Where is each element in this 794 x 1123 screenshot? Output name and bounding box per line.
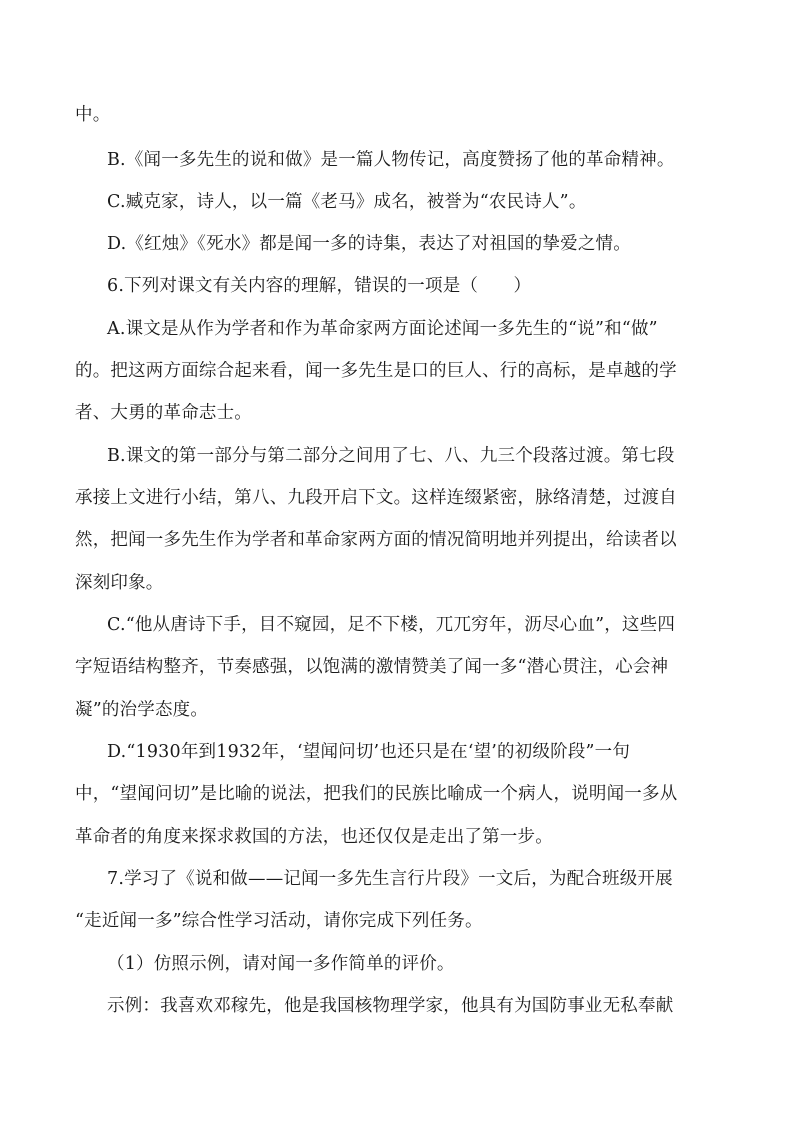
q6-option-b-line-3: 然，把闻一多先生作为学者和革命家两方面的情况简明地并列提出，给读者以	[75, 530, 677, 550]
q6-option-c-line-1: C.“他从唐诗下手，目不窥园，足不下楼，兀兀穷年，沥尽心血”，这些四	[107, 615, 676, 635]
option-d-line: D.《红烛》《死水》都是闻一多的诗集，表达了对祖国的挚爱之情。	[107, 234, 631, 254]
q6-option-c-line-2: 字短语结构整齐，节奏感强，以饱满的激情赞美了闻一多“潜心贯注，心会神	[75, 657, 669, 677]
text-line-1: 中。	[75, 105, 111, 125]
q6-option-a-line-1: A.课文是从作为学者和作为革命家两方面论述闻一多先生的“说”和“做”	[107, 319, 658, 339]
question-7-line-1: 7.学习了《说和做——记闻一多先生言行片段》一文后，为配合班级开展	[107, 869, 673, 889]
option-b-line: B.《闻一多先生的说和做》是一篇人物传记，高度赞扬了他的革命精神。	[107, 150, 675, 170]
q6-option-a-line-3: 者、大勇的革命志士。	[75, 403, 252, 423]
q6-option-d-line-2: 中，“望闻问切”是比喻的说法，把我们的民族比喻成一个病人，说明闻一多从	[75, 784, 678, 804]
question-6: 6.下列对课文有关内容的理解，错误的一项是（ ）	[107, 276, 532, 296]
q6-option-b-line-4: 深刻印象。	[75, 573, 164, 593]
q6-option-b-line-1: B.课文的第一部分与第二部分之间用了七、八、九三个段落过渡。第七段	[107, 446, 675, 466]
question-7-line-2: “走近闻一多”综合性学习活动，请你完成下列任务。	[75, 911, 483, 931]
q6-option-d-line-3: 革命者的角度来探求救国的方法，也还仅仅是走出了第一步。	[75, 827, 553, 847]
example-line: 示例：我喜欢邓稼先，他是我国核物理学家，他具有为国防事业无私奉献	[107, 996, 674, 1016]
option-c-line: C.臧克家，诗人，以一篇《老马》成名，被誉为“农民诗人”。	[107, 192, 587, 212]
q6-option-b-line-2: 承接上文进行小结，第八、九段开启下文。这样连缀紧密，脉络清楚，过渡自	[75, 488, 677, 508]
q6-option-a-line-2: 的。把这两方面综合起来看，闻一多先生是口的巨人、行的高标，是卓越的学	[75, 361, 677, 381]
task-1: （1）仿照示例，请对闻一多作简单的评价。	[107, 954, 455, 974]
q6-option-d-line-1: D.“1930年到1932年，‘望闻问切’也还只是在‘望’的初级阶段”一句	[107, 742, 631, 762]
q6-option-c-line-3: 凝”的治学态度。	[75, 700, 209, 720]
